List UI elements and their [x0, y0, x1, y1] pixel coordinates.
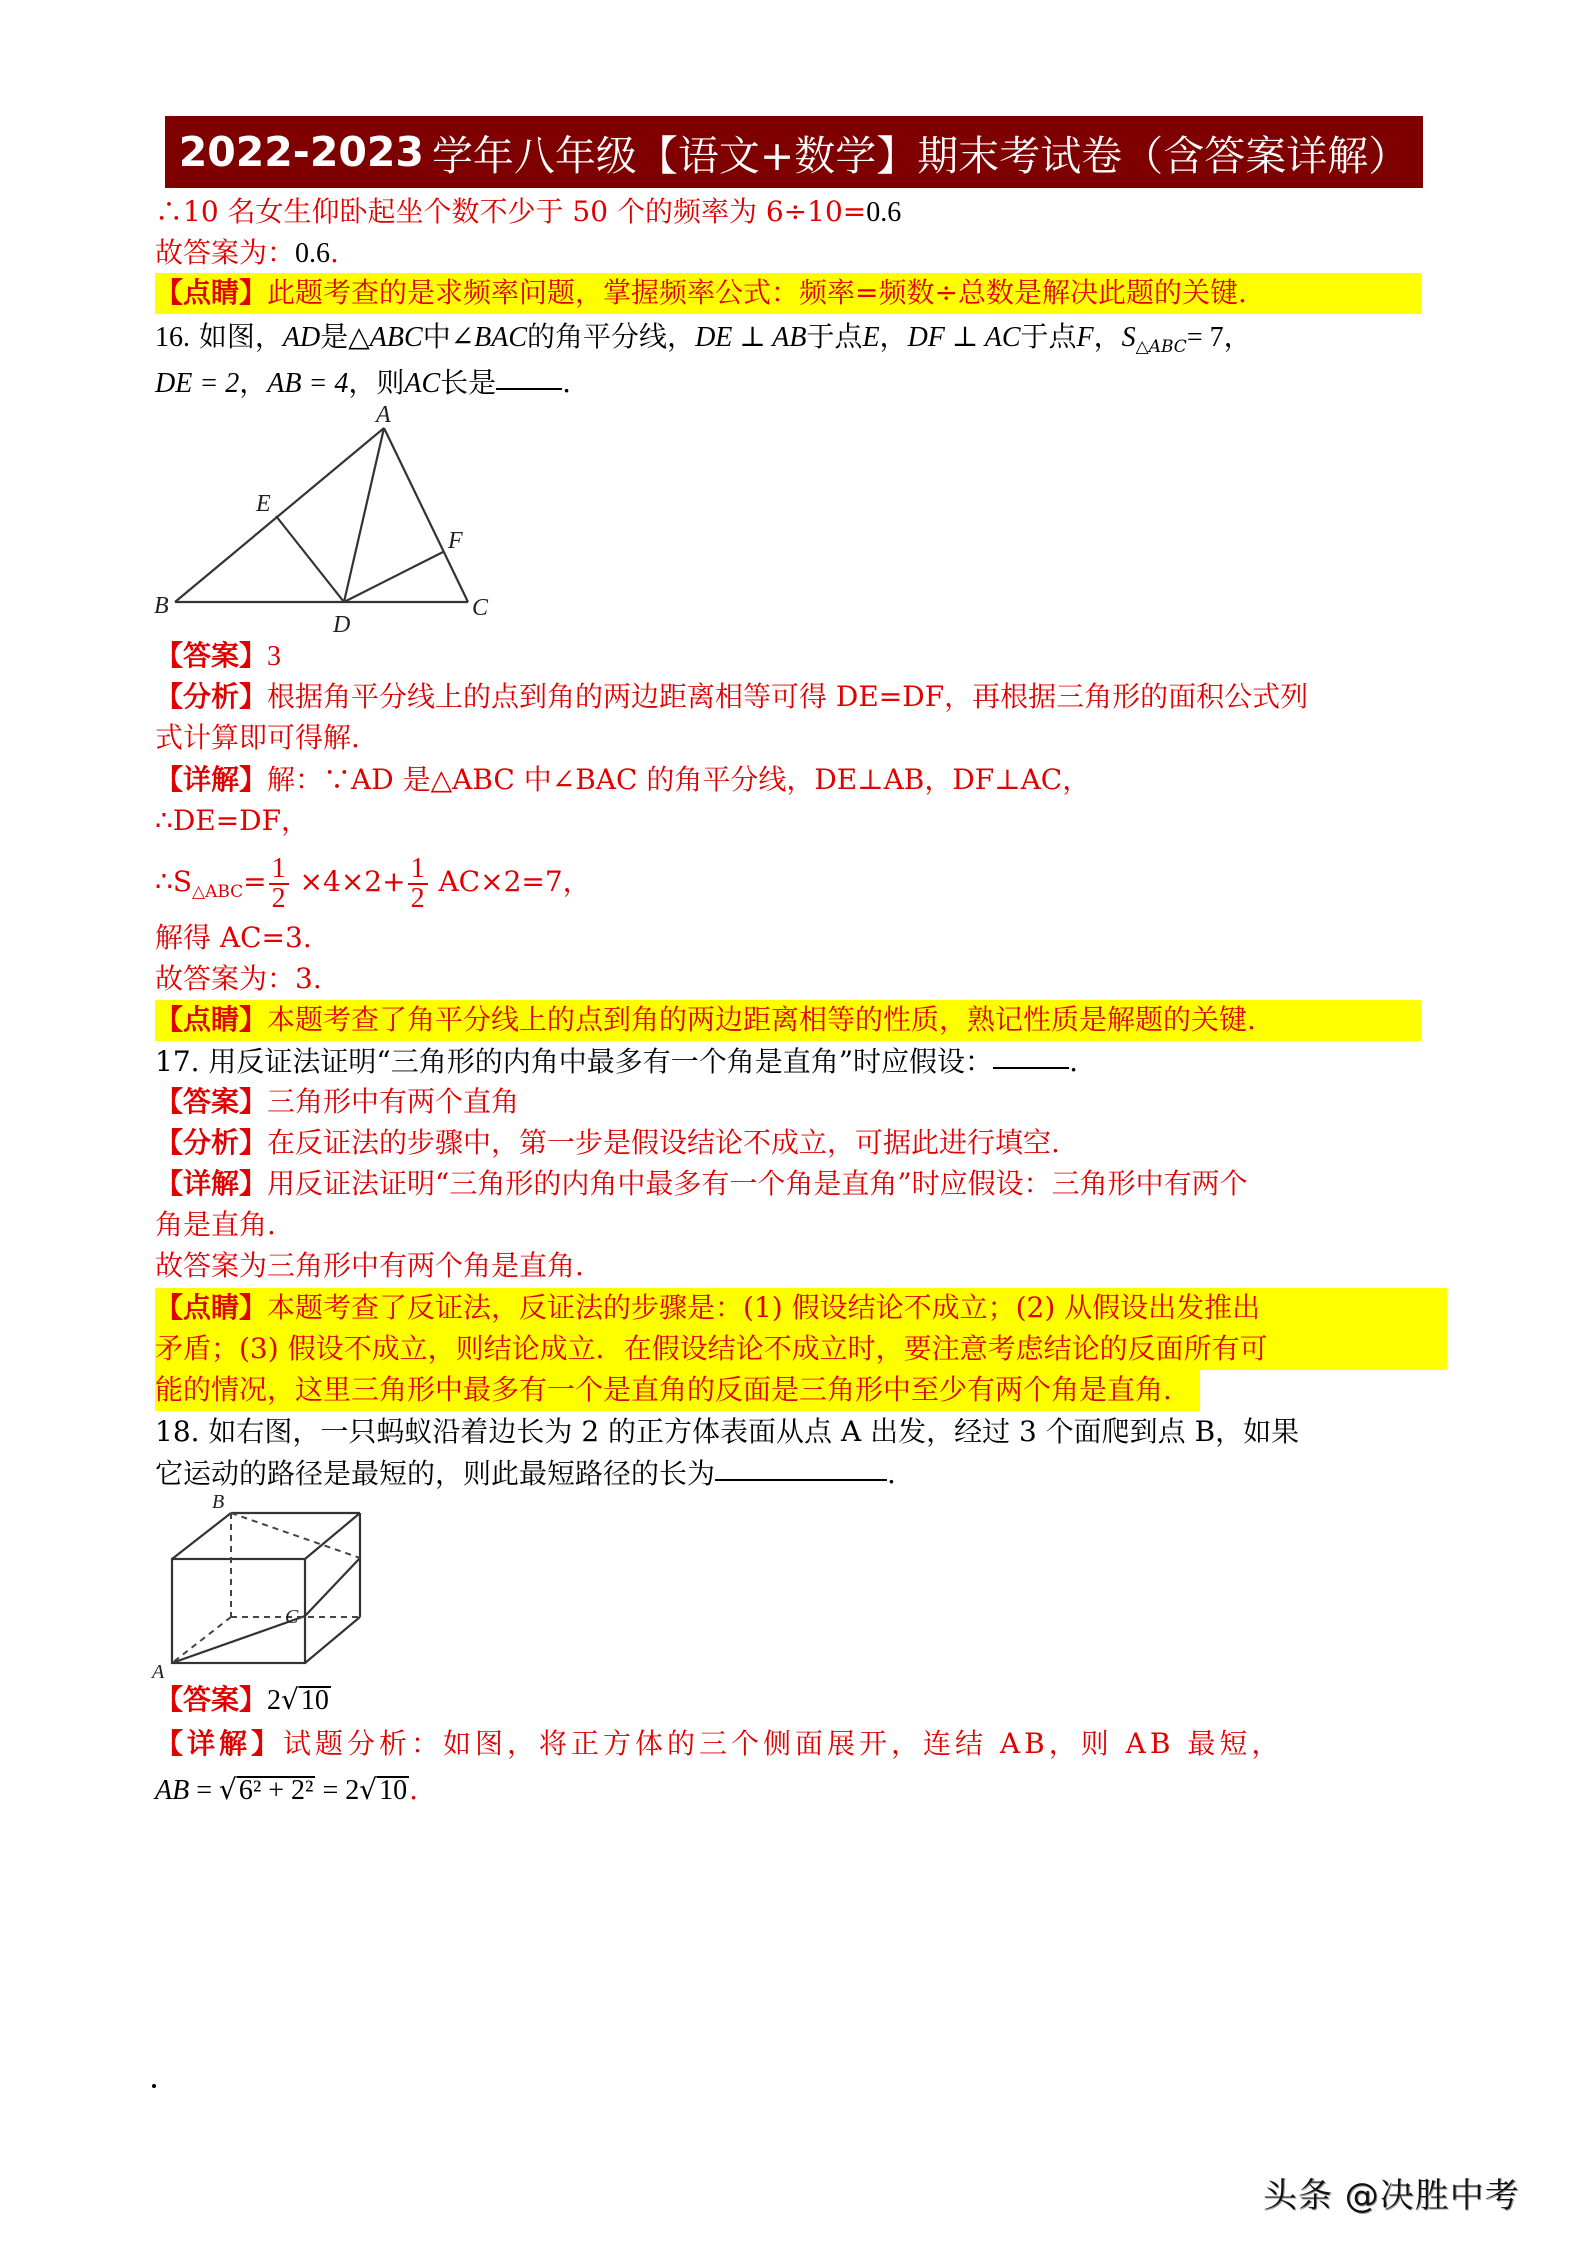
q18-period: .	[887, 1457, 896, 1490]
q17-detail-2	[155, 1205, 276, 1245]
q17-detail-text-2: 角是直角.	[155, 1208, 276, 1241]
q16-detail-text-5: 故答案为：3.	[155, 962, 322, 995]
q17-point-text-1: 本题考查了反证法，反证法的步骤是：(1) 假设结论不成立；(2) 从假设出发推出	[267, 1291, 1261, 1324]
q16-angle: ∠BAC	[450, 322, 528, 353]
q16-point	[155, 1000, 1256, 1040]
q15-line1-text: ∴10 名女生仰卧起坐个数不少于 50 个的频率为 6÷10=	[155, 195, 867, 228]
label-A: A	[152, 1661, 165, 1680]
sqrt-icon: √	[219, 1773, 237, 1806]
point-tag: 【点睛】	[155, 1003, 268, 1036]
label-E: E	[256, 491, 271, 517]
answer-tag: 【答案】	[155, 1085, 268, 1118]
q16-area-S: S	[1121, 322, 1136, 353]
q18-stem-text-1: 18. 如右图，一只蚂蚁沿着边长为 2 的正方体表面从点 A 出发，经过 3 个面爬到点 B，如果	[155, 1415, 1300, 1448]
q16-comma: ，	[879, 320, 908, 353]
q18-detail-1	[155, 1724, 1283, 1764]
q18-answer	[155, 1680, 331, 1720]
q17-analysis	[155, 1123, 1060, 1163]
q17-point-2	[155, 1329, 1268, 1369]
q16-tail: 长是	[440, 366, 497, 399]
q16-detail-2	[155, 801, 309, 841]
q16-detail-1	[155, 760, 1090, 800]
label-B: B	[212, 1491, 225, 1513]
q18-detail-text-1: 试题分析：如图，将正方体的三个侧面展开，连结 AB，则 AB 最短，	[283, 1727, 1284, 1760]
q16-point-text: 本题考查了角平分线上的点到角的两边距离相等的性质，熟记性质是解题的关键.	[267, 1003, 1256, 1036]
q17-analysis-text: 在反证法的步骤中，第一步是假设结论不成立，可据此进行填空.	[267, 1126, 1060, 1159]
q17-answer	[155, 1082, 519, 1122]
q15-point	[155, 273, 1247, 313]
label-B: B	[154, 593, 169, 619]
q16-analysis-1	[155, 677, 1308, 717]
q16-stem-e: 于点	[806, 320, 863, 353]
q18-formula-radicand: 6² + 2²	[238, 1775, 314, 1806]
q16-analysis-text-1: 根据角平分线上的点到角的两边距离相等可得 DE=DF，再根据三角形的面积公式列	[267, 680, 1309, 713]
footer-dot	[152, 2084, 156, 2088]
frac-den: 2	[271, 882, 286, 914]
point-tag: 【点睛】	[155, 276, 268, 309]
detail-tag: 【详解】	[155, 763, 268, 796]
q17-stem	[155, 1041, 1078, 1081]
label-D: D	[333, 612, 351, 638]
q16-answer-value: 3	[267, 641, 282, 672]
q17-point-3	[155, 1370, 1172, 1410]
sqrt-icon: √	[281, 1683, 299, 1716]
label-C: C	[285, 1606, 299, 1628]
q17-point-1	[155, 1288, 1260, 1328]
sqrt-icon: √	[359, 1773, 378, 1806]
q18-answer-blank	[715, 1453, 887, 1481]
q16-detail-3	[155, 852, 591, 912]
q16-DE-perp: DE ⊥ AB	[695, 322, 807, 353]
detail-tag: 【详解】	[155, 1727, 284, 1760]
q16-detail-5	[155, 959, 322, 999]
q18-formula-radicand2: 10	[379, 1775, 408, 1806]
q18-stem-1	[155, 1412, 1299, 1452]
q16-triangle-figure	[140, 400, 520, 640]
q16-area-value: = 7，	[1186, 322, 1252, 353]
q16-triangle: △ABC	[348, 322, 423, 353]
q16-detail-text-1: 解：∵AD 是△ABC 中∠BAC 的角平分线，DE⊥AB，DF⊥AC，	[267, 763, 1091, 796]
q15-line-2	[155, 233, 339, 273]
answer-tag: 【答案】	[155, 1683, 268, 1716]
watermark: 头条 @决胜中考	[1263, 2176, 1520, 2216]
title-year: 2022-2023	[178, 128, 424, 176]
q17-stem-text: 17. 用反证法证明“三角形的内角中最多有一个角是直角”时应假设：	[155, 1045, 994, 1078]
point-tag: 【点睛】	[155, 1291, 268, 1324]
q15-line2-text: 故答案为：	[155, 236, 296, 269]
q18-cube-figure	[140, 1490, 380, 1680]
q17-point-text-3: 能的情况，这里三角形中最多有一个是直角的反面是三角形中至少有两个角是直角.	[155, 1373, 1172, 1406]
q16-detail3-eq: =	[243, 865, 267, 898]
title-bar	[165, 116, 1423, 188]
fraction-half-2	[408, 852, 428, 914]
frac-num-2: 1	[408, 855, 428, 885]
q18-formula-end: .	[409, 1773, 418, 1806]
q16-stem-b: 是	[320, 320, 349, 353]
q16-stem-c: 中	[422, 320, 451, 353]
q18-formula	[155, 1770, 418, 1810]
q16-AB-value: AB = 4	[267, 368, 349, 399]
q17-detail-text-3: 故答案为三角形中有两个角是直角.	[155, 1249, 584, 1282]
q16-number: 16.	[155, 322, 190, 353]
answer-tag: 【答案】	[155, 639, 268, 672]
q16-analysis-2	[155, 718, 360, 758]
q16-DF-perp: DF ⊥ AC	[907, 322, 1021, 353]
q17-detail-text-1: 用反证法证明“三角形的内角中最多有一个角是直角”时应假设：三角形中有两个	[267, 1167, 1248, 1200]
q18-answer-coef: 2	[267, 1685, 282, 1716]
q18-stem-text-2: 它运动的路径是最短的，则此最短路径的长为	[155, 1457, 716, 1490]
label-C: C	[472, 595, 489, 621]
q16-stem-e2: 于点	[1020, 320, 1077, 353]
q16-answer-blank	[496, 362, 562, 390]
q16-stem-d: 的角平分线，	[527, 320, 696, 353]
q16-stem-line-2	[155, 362, 571, 402]
q16-stem-a: 如图，	[198, 320, 283, 353]
q17-answer-blank	[993, 1041, 1069, 1069]
q16-detail-4	[155, 918, 312, 958]
fraction-half	[269, 852, 289, 914]
q16-point-F: F	[1076, 322, 1094, 353]
q16-stem-line-1	[155, 317, 1252, 357]
q16-detail3-end: AC×2=7，	[429, 865, 591, 898]
label-F: F	[448, 528, 463, 554]
q18-formula-eq2: = 2	[315, 1775, 360, 1806]
q15-answer-value: 0.6	[295, 238, 331, 269]
q16-detail3-sub: △ABC	[192, 882, 244, 902]
title-text: 学年八年级【语文+数学】期末考试卷（含答案详解）	[431, 131, 1410, 180]
q18-stem-2	[155, 1453, 896, 1493]
frac-den-2: 2	[410, 882, 425, 914]
label-A: A	[376, 402, 391, 428]
q16-detail3-pre: ∴S	[155, 865, 192, 898]
q16-detail3-mid: ×4×2+	[290, 865, 406, 898]
detail-tag: 【详解】	[155, 1167, 268, 1200]
q15-point-text: 此题考查的是求频率问题，掌握频率公式：频率=频数÷总数是解决此题的关键.	[267, 276, 1247, 309]
frac-num: 1	[269, 855, 289, 885]
q15-line1-value: 0.6	[866, 197, 902, 228]
q18-answer-radicand: 10	[300, 1685, 329, 1716]
q17-detail-3	[155, 1246, 584, 1286]
q16-detail-text-4: 解得 AC=3.	[155, 921, 312, 954]
analysis-tag: 【分析】	[155, 1126, 268, 1159]
q16-analysis-text-2: 式计算即可得解.	[155, 721, 360, 754]
q16-comma3: ，	[239, 366, 268, 399]
q16-AC: AC	[404, 368, 441, 399]
q18-formula-eq: =	[189, 1775, 220, 1806]
q18-formula-lhs: AB	[155, 1775, 190, 1806]
q17-period: .	[1069, 1045, 1078, 1078]
q17-detail-1	[155, 1164, 1248, 1204]
q16-answer	[155, 636, 281, 676]
q17-point-text-2: 矛盾；(3) 假设不成立，则结论成立．在假设结论不成立时，要注意考虑结论的反面所有可	[155, 1332, 1268, 1365]
q16-area-sub: △ABC	[1135, 337, 1187, 357]
q16-DE-value: DE = 2	[155, 368, 240, 399]
q16-then: ，则	[348, 366, 405, 399]
q16-point-E: E	[862, 322, 880, 353]
q16-period: .	[562, 366, 572, 399]
q16-comma2: ，	[1093, 320, 1122, 353]
analysis-tag: 【分析】	[155, 680, 268, 713]
q17-answer-value: 三角形中有两个直角	[267, 1085, 520, 1118]
q16-AD: AD	[282, 322, 321, 353]
q15-line-1	[155, 192, 901, 232]
q15-period: .	[330, 236, 339, 269]
q16-detail-text-2: ∴DE=DF，	[155, 804, 310, 837]
